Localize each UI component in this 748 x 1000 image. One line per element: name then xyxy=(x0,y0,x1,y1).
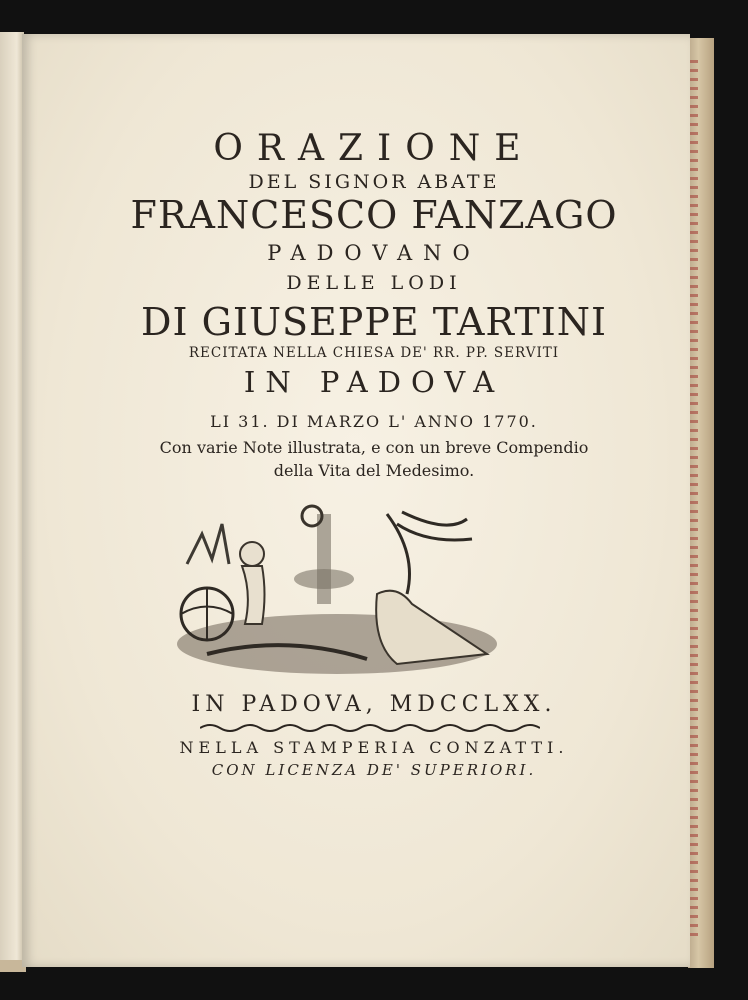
city-line: IN PADOVA xyxy=(243,365,505,399)
imprint-place-date: IN PADOVA, MDCCLXX. xyxy=(191,692,557,717)
title-del-signor-abate: DEL SIGNOR ABATE xyxy=(248,171,500,193)
compendium-line: della Vita del Medesimo. xyxy=(273,461,475,480)
engraved-vignette-icon xyxy=(167,494,501,684)
recitation-place: RECITATA NELLA CHIESA DE' RR. PP. SERVITI xyxy=(188,345,560,361)
subject-name: DI GIUSEPPE TARTINI xyxy=(141,300,607,344)
author-origin: PADOVANO xyxy=(267,241,481,265)
license-line: CON LICENZA DE' SUPERIORI. xyxy=(211,761,537,779)
notes-line: Con varie Note illustrata, e con un breve Compendio xyxy=(159,438,589,457)
printer-line: NELLA STAMPERIA CONZATTI. xyxy=(179,738,569,757)
author-name: FRANCESCO FANZAGO xyxy=(130,193,618,237)
fleuron-ornament-icon xyxy=(200,722,540,734)
date-line: LI 31. DI MARZO L' ANNO 1770. xyxy=(210,412,538,431)
title-orazione: ORAZIONE xyxy=(213,128,535,169)
title-delle-lodi: DELLE LODI xyxy=(286,272,462,294)
